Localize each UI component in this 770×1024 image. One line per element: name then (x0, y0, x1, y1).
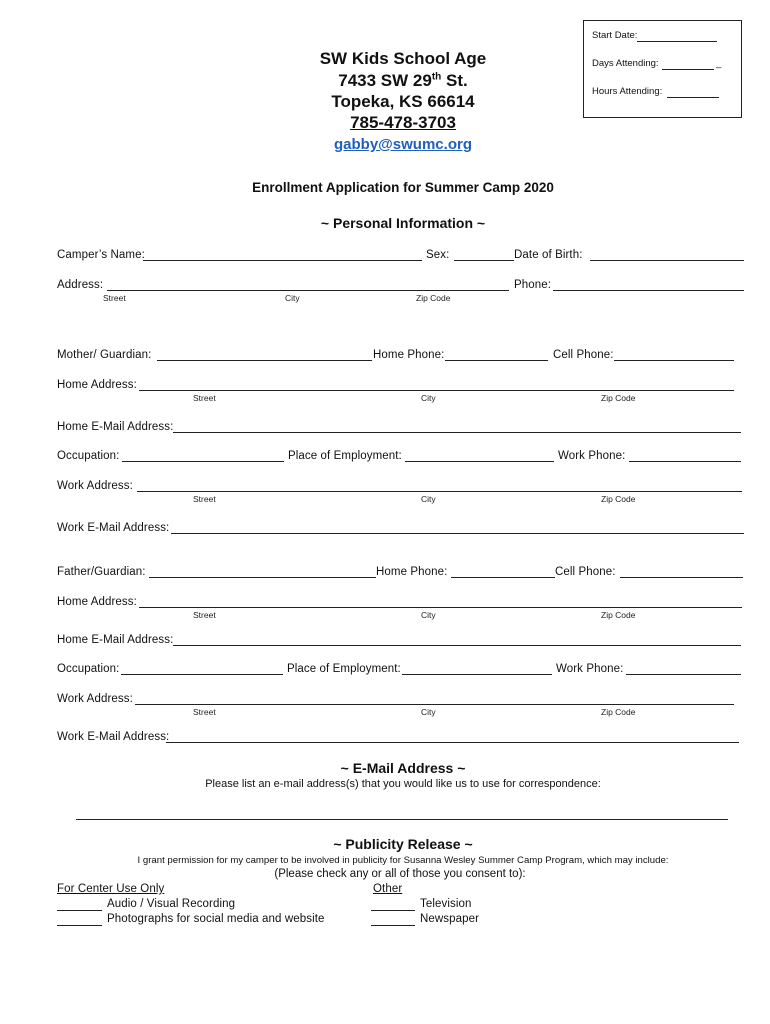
mother-employment-field[interactable] (405, 461, 554, 462)
start-date-field[interactable] (637, 41, 717, 42)
camper-name-label: Camper’s Name: (57, 249, 145, 261)
mother-guardian-field[interactable] (157, 360, 372, 361)
mother-home-street-hint: Street (193, 393, 216, 403)
address-zip-hint: Zip Code (416, 293, 451, 303)
father-cell-phone-label: Cell Phone: (555, 566, 616, 578)
father-cell-phone-field[interactable] (620, 577, 743, 578)
mother-home-phone-field[interactable] (445, 360, 548, 361)
mother-home-phone-label: Home Phone: (373, 349, 445, 361)
sex-label: Sex: (426, 249, 450, 261)
school-city: Topeka, KS 66614 (331, 92, 475, 111)
father-occupation-field[interactable] (121, 674, 283, 675)
address-field[interactable] (107, 290, 509, 291)
mother-home-city-hint: City (421, 393, 436, 403)
father-home-phone-field[interactable] (451, 577, 555, 578)
school-street-suffix: th (431, 71, 442, 83)
mother-employment-label: Place of Employment: (288, 450, 402, 462)
father-home-city-hint: City (421, 610, 436, 620)
father-work-email-label: Work E-Mail Address: (57, 731, 170, 743)
mother-work-email-field[interactable] (171, 533, 744, 534)
school-phone: 785-478-3703 (350, 113, 456, 132)
father-guardian-field[interactable] (149, 577, 376, 578)
address-city-hint: City (285, 293, 300, 303)
personal-info-heading: ~ Personal Information ~ (320, 215, 486, 231)
audio-visual-label: Audio / Visual Recording (107, 898, 236, 910)
school-email-link[interactable]: gabby@swumc.org (334, 136, 472, 153)
address-street-hint: Street (103, 293, 126, 303)
television-label: Television (420, 898, 472, 910)
father-home-street-hint: Street (193, 610, 216, 620)
dob-field[interactable] (590, 260, 744, 261)
camper-name-field[interactable] (143, 260, 422, 261)
photographs-checkbox[interactable] (57, 925, 102, 926)
other-heading: Other (373, 883, 403, 895)
mother-cell-phone-label: Cell Phone: (553, 349, 614, 361)
publicity-grant-text: I grant permission for my camper to be involved in publicity for Susanna Wesley Summer Camp Program, which may include: (137, 855, 669, 866)
father-home-address-field[interactable] (139, 607, 742, 608)
mother-home-address-field[interactable] (139, 390, 734, 391)
phone-label: Phone: (514, 279, 552, 291)
form-title: Enrollment Application for Summer Camp 2020 (252, 180, 554, 195)
days-attending-tail: _ (716, 58, 722, 69)
father-work-zip-hint: Zip Code (601, 707, 636, 717)
father-home-email-field[interactable] (173, 645, 741, 646)
father-employment-field[interactable] (402, 674, 552, 675)
center-use-heading: For Center Use Only (57, 883, 165, 895)
school-street-name: St. (441, 71, 468, 90)
correspondence-email-field[interactable] (76, 819, 728, 820)
father-work-email-field[interactable] (166, 742, 739, 743)
mother-work-email-label: Work E-Mail Address: (57, 522, 170, 534)
mother-occupation-label: Occupation: (57, 450, 120, 462)
publicity-heading: ~ Publicity Release ~ (333, 836, 473, 852)
mother-home-email-field[interactable] (173, 432, 741, 433)
mother-work-street-hint: Street (193, 494, 216, 504)
mother-cell-phone-field[interactable] (614, 360, 734, 361)
sex-field[interactable] (454, 260, 514, 261)
publicity-check-text: (Please check any or all of those you consent to): (274, 868, 526, 880)
mother-work-phone-label: Work Phone: (558, 450, 626, 462)
email-section-instruction: Please list an e-mail address(s) that you would like us to use for correspondence: (205, 778, 601, 790)
days-attending-label: Days Attending: (592, 58, 659, 69)
days-attending-field[interactable] (662, 69, 714, 70)
father-work-address-label: Work Address: (57, 693, 133, 705)
newspaper-label: Newspaper (420, 913, 480, 925)
email-section-heading: ~ E-Mail Address ~ (340, 760, 466, 776)
hours-attending-label: Hours Attending: (592, 86, 663, 97)
mother-guardian-label: Mother/ Guardian: (57, 349, 152, 361)
school-street (238, 71, 568, 91)
father-occupation-label: Occupation: (57, 663, 120, 675)
father-work-address-field[interactable] (135, 704, 734, 705)
school-email-wrap (238, 136, 568, 153)
father-home-address-label: Home Address: (57, 596, 137, 608)
school-name: SW Kids School Age (319, 49, 487, 68)
father-home-email-label: Home E-Mail Address: (57, 634, 174, 646)
mother-home-zip-hint: Zip Code (601, 393, 636, 403)
father-employment-label: Place of Employment: (287, 663, 401, 675)
start-date-label: Start Date: (592, 30, 638, 41)
mother-work-phone-field[interactable] (629, 461, 741, 462)
school-street-number: 7433 SW 29 (338, 71, 432, 90)
father-work-phone-field[interactable] (626, 674, 741, 675)
phone-field[interactable] (553, 290, 744, 291)
father-work-street-hint: Street (193, 707, 216, 717)
father-home-zip-hint: Zip Code (601, 610, 636, 620)
mother-home-email-label: Home E-Mail Address: (57, 421, 174, 433)
newspaper-checkbox[interactable] (371, 925, 415, 926)
mother-work-city-hint: City (421, 494, 436, 504)
father-work-phone-label: Work Phone: (556, 663, 624, 675)
address-label: Address: (57, 279, 104, 291)
hours-attending-field[interactable] (667, 97, 719, 98)
mother-work-address-field[interactable] (137, 491, 742, 492)
mother-work-address-label: Work Address: (57, 480, 133, 492)
mother-home-address-label: Home Address: (57, 379, 137, 391)
dob-label: Date of Birth: (514, 249, 583, 261)
father-work-city-hint: City (421, 707, 436, 717)
television-checkbox[interactable] (371, 910, 415, 911)
mother-work-zip-hint: Zip Code (601, 494, 636, 504)
father-home-phone-label: Home Phone: (376, 566, 448, 578)
audio-visual-checkbox[interactable] (57, 910, 102, 911)
photographs-label: Photographs for social media and website (107, 913, 325, 925)
mother-occupation-field[interactable] (122, 461, 284, 462)
father-guardian-label: Father/Guardian: (57, 566, 146, 578)
